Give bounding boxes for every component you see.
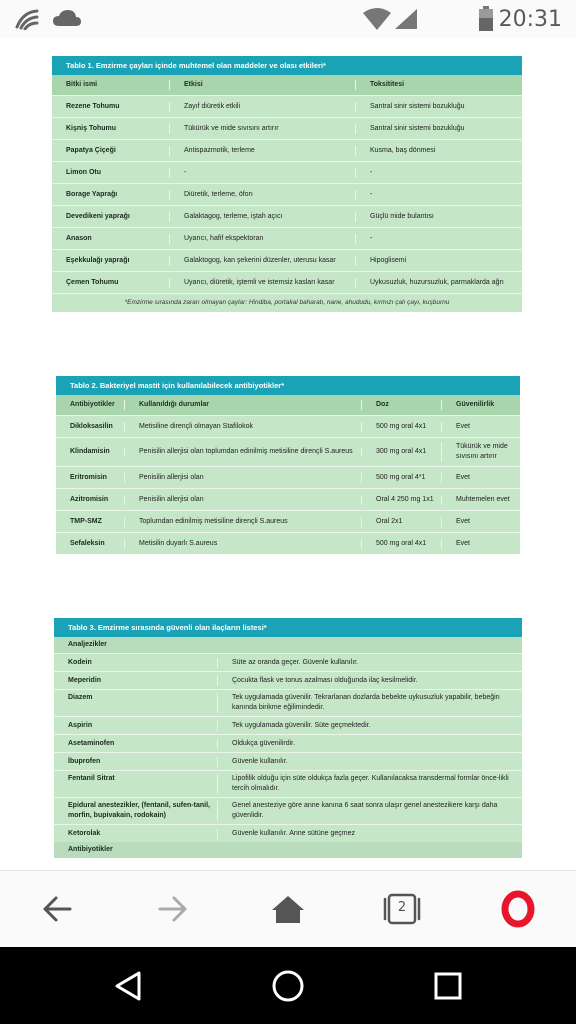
plant-effect: Uyarıcı, diüretik, iştemli ve istemsiz kasları kasar <box>169 278 355 288</box>
plant-toxicity: - <box>355 168 522 178</box>
plant-name: Çemen Tohumu <box>66 278 119 286</box>
column-header: Etkisi <box>169 80 355 90</box>
home-icon[interactable] <box>248 871 328 948</box>
table-row <box>56 466 520 488</box>
browser-nav-bar <box>0 870 576 948</box>
plant-effect: - <box>169 168 355 178</box>
drug-note: Lipofilik olduğu için süte oldukça fazla geçer. Kullanılacaksa transdermal formlar önce-likli tercih olmalıdır. <box>217 774 522 794</box>
table-1-caption: Emzirme çayları içinde muhtemel olan maddeler ve olası etkileri* <box>95 61 326 70</box>
table-row <box>54 752 522 770</box>
dose: 500 mg oral 4x1 <box>361 539 441 549</box>
drug-name: Aspirin <box>68 721 93 729</box>
plant-toxicity: Santral sinir sistemi bozukluğu <box>355 124 522 134</box>
wifi-icon <box>362 7 392 31</box>
table-row <box>52 249 522 271</box>
dose: 500 mg oral 4*1 <box>361 473 441 483</box>
plant-effect: Zayıf diüretik etkili <box>169 102 355 112</box>
table-row <box>54 671 522 689</box>
antibiotic-name: Eritromisin <box>70 473 107 481</box>
plant-effect: Diüretik, terleme, öforı <box>169 190 355 200</box>
table-row <box>54 653 522 671</box>
column-header: Kullanıldığı durumlar <box>124 400 361 410</box>
safety: Evet <box>441 539 520 549</box>
plant-name: Papatya Çiçeği <box>66 146 116 154</box>
table-2-header <box>56 395 520 415</box>
table-row <box>52 227 522 249</box>
table-row <box>52 161 522 183</box>
forward-arrow-icon[interactable] <box>132 871 212 948</box>
plant-toxicity: Santral sinir sistemi bozukluğu <box>355 102 522 112</box>
plant-name: Kişniş Tohumu <box>66 124 117 132</box>
table-3-title <box>54 618 522 637</box>
column-header: Toksititesi <box>355 80 522 90</box>
table-row <box>54 734 522 752</box>
table-1-footnote: *Emzirme sırasında zararı olmayan çaylar: Hindiba, portakal baharatı, nane, ahududu, kırmızı çalı çayı, kuşburnu <box>52 293 522 312</box>
drug-note: Tek uygulamada güvenilir. Süte geçmektedir. <box>217 721 522 731</box>
antibiotic-name: Dikloksasilin <box>70 422 113 430</box>
drug-note: Çocukta flask ve tonus azalması olduğunda ilaç kesilmelidir. <box>217 676 522 686</box>
drug-name: Asetaminofen <box>68 739 115 747</box>
antibiotic-name: Klindamisin <box>70 448 110 455</box>
plant-toxicity: Kusma, baş dönmesi <box>355 146 522 156</box>
dose: 300 mg oral 4x1 <box>361 447 441 457</box>
back-arrow-icon[interactable] <box>18 871 98 948</box>
section-analgesics: Analjezikler <box>54 637 522 653</box>
swiftkey-icon <box>14 8 40 30</box>
table-1 <box>52 56 522 312</box>
table-2-caption: Bakteriyel mastit için kullanılabilecek antibiyotikler* <box>99 381 285 390</box>
cloud-icon <box>52 9 82 27</box>
table-3 <box>54 618 522 858</box>
dose: Oral 4 250 mg 1x1 <box>361 495 441 505</box>
drug-note: Güvenle kullanılır. <box>217 757 522 767</box>
plant-name: Eşekkulağı yaprağı <box>66 256 130 264</box>
usage-condition: Penisilin allerjisi olan toplumdan edinilmiş metisiline dirençli S.aureus <box>124 447 361 457</box>
tabs-button[interactable] <box>362 871 442 948</box>
table-row <box>54 824 522 842</box>
system-home-icon[interactable] <box>243 947 333 1024</box>
plant-effect: Galaktagog, terleme, iştah açıcı <box>169 212 355 222</box>
table-2-number: Tablo 2. <box>70 381 98 390</box>
table-row <box>52 183 522 205</box>
column-header: Antibiyotikler <box>70 401 115 408</box>
plant-name: Rezene Tohumu <box>66 102 120 110</box>
antibiotic-name: Azitromisin <box>70 495 109 503</box>
plant-toxicity: - <box>355 234 522 244</box>
plant-name: Limon Otu <box>66 168 101 176</box>
clock-time: 20:31 <box>498 7 562 32</box>
table-row <box>56 437 520 466</box>
drug-note: Süte az oranda geçer. Güvenle kullanılır. <box>217 658 522 668</box>
antibiotic-name: Sefaleksin <box>70 539 105 547</box>
drug-note: Güvenle kullanılır. Anne sütüne geçmez <box>217 829 522 839</box>
table-row <box>54 770 522 797</box>
plant-name: Devedikeni yaprağı <box>66 212 130 220</box>
table-row <box>52 117 522 139</box>
safety: Evet <box>441 517 520 527</box>
table-row <box>56 415 520 437</box>
column-header: Güvenilirlik <box>441 400 520 410</box>
tab-count: 2 <box>397 900 407 915</box>
table-1-title <box>52 56 522 75</box>
plant-name: Anason <box>66 234 92 242</box>
drug-name: Fentanil Sitrat <box>68 775 115 782</box>
drug-name: Meperidin <box>68 676 102 684</box>
drug-note: Genel anesteziye göre anne kanına 6 saat sonra ulaşır genel anestezikere karşı daha güvenlidir. <box>217 801 522 821</box>
usage-condition: Penisilin allerjisi olan <box>124 473 361 483</box>
safety: Muhtemelen evet <box>441 495 520 505</box>
plant-effect: Galaktogog, kan şekerini düzenler, uterusu kasar <box>169 256 355 266</box>
drug-name: Kodein <box>68 658 92 666</box>
table-row <box>54 797 522 824</box>
table-row <box>52 271 522 293</box>
page-content[interactable] <box>0 38 576 870</box>
drug-name: İbuprofen <box>68 757 101 765</box>
table-1-header <box>52 75 522 95</box>
system-nav-bar <box>0 947 576 1024</box>
table-1-number: Tablo 1. <box>66 61 94 70</box>
drug-name: Ketorolak <box>68 829 101 837</box>
system-recents-icon[interactable] <box>403 947 493 1024</box>
plant-name: Borage Yaprağı <box>66 190 118 198</box>
table-row <box>56 488 520 510</box>
plant-effect: Tükürük ve mide sıvısını artırır <box>169 124 355 134</box>
safety: Evet <box>441 473 520 483</box>
plant-toxicity: Hipoglisemi <box>355 256 522 266</box>
signal-icon <box>394 8 418 30</box>
safety: Evet <box>441 422 520 432</box>
plant-toxicity: Uykusuzluk, huzursuzluk, parmaklarda ağrı <box>355 278 522 288</box>
status-bar <box>0 0 576 38</box>
table-2-title <box>56 376 520 395</box>
table-2 <box>56 376 520 554</box>
table-row <box>52 205 522 227</box>
antibiotic-name: TMP-SMZ <box>70 517 102 525</box>
section-antibiotics: Antibiyotikler <box>54 842 522 858</box>
table-row <box>56 510 520 532</box>
table-row <box>54 689 522 716</box>
table-row <box>54 716 522 734</box>
table-row <box>56 532 520 554</box>
plant-effect: Uyarıcı, hafif ekspektoran <box>169 234 355 244</box>
table-row <box>52 139 522 161</box>
usage-condition: Metisilin duyarlı S.aureus <box>124 539 361 549</box>
usage-condition: Metisiline dirençli olmayan Stafilokok <box>124 422 361 432</box>
opera-menu-icon[interactable] <box>478 871 558 948</box>
safety: Tükürük ve mide sıvısını artırır <box>441 442 520 462</box>
system-back-icon[interactable] <box>83 947 173 1024</box>
dose: 500 mg oral 4x1 <box>361 422 441 432</box>
usage-condition: Toplumdan edinilmiş metisiline dirençli S.aureus <box>124 517 361 527</box>
dose: Oral 2x1 <box>361 517 441 527</box>
table-3-caption: Emzirme sırasında güvenli olan ilaçların listesi* <box>97 623 267 632</box>
plant-toxicity: - <box>355 190 522 200</box>
table-row <box>52 95 522 117</box>
column-header: Bitki ismi <box>66 81 98 88</box>
drug-note: Oldukça güvenilirdir. <box>217 739 522 749</box>
battery-icon <box>478 6 494 32</box>
drug-name: Epidural anestezikler, (fentanil, sufen-tanil, morfin, bupivakain, rodokain) <box>68 802 210 819</box>
usage-condition: Penisilin allerjisi olan <box>124 495 361 505</box>
column-header: Doz <box>361 400 441 410</box>
plant-toxicity: Güçlü mide bulantısı <box>355 212 522 222</box>
drug-name: Diazem <box>68 694 93 701</box>
table-3-number: Tablo 3. <box>68 623 96 632</box>
drug-note: Tek uygulamada güvenilir. Tekrarlanan dozlarda bebekte uykusuzluk yapabilir, bebeğin kanında birikme eğilimindedir. <box>217 693 522 713</box>
plant-effect: Antispazmotik, terleme <box>169 146 355 156</box>
